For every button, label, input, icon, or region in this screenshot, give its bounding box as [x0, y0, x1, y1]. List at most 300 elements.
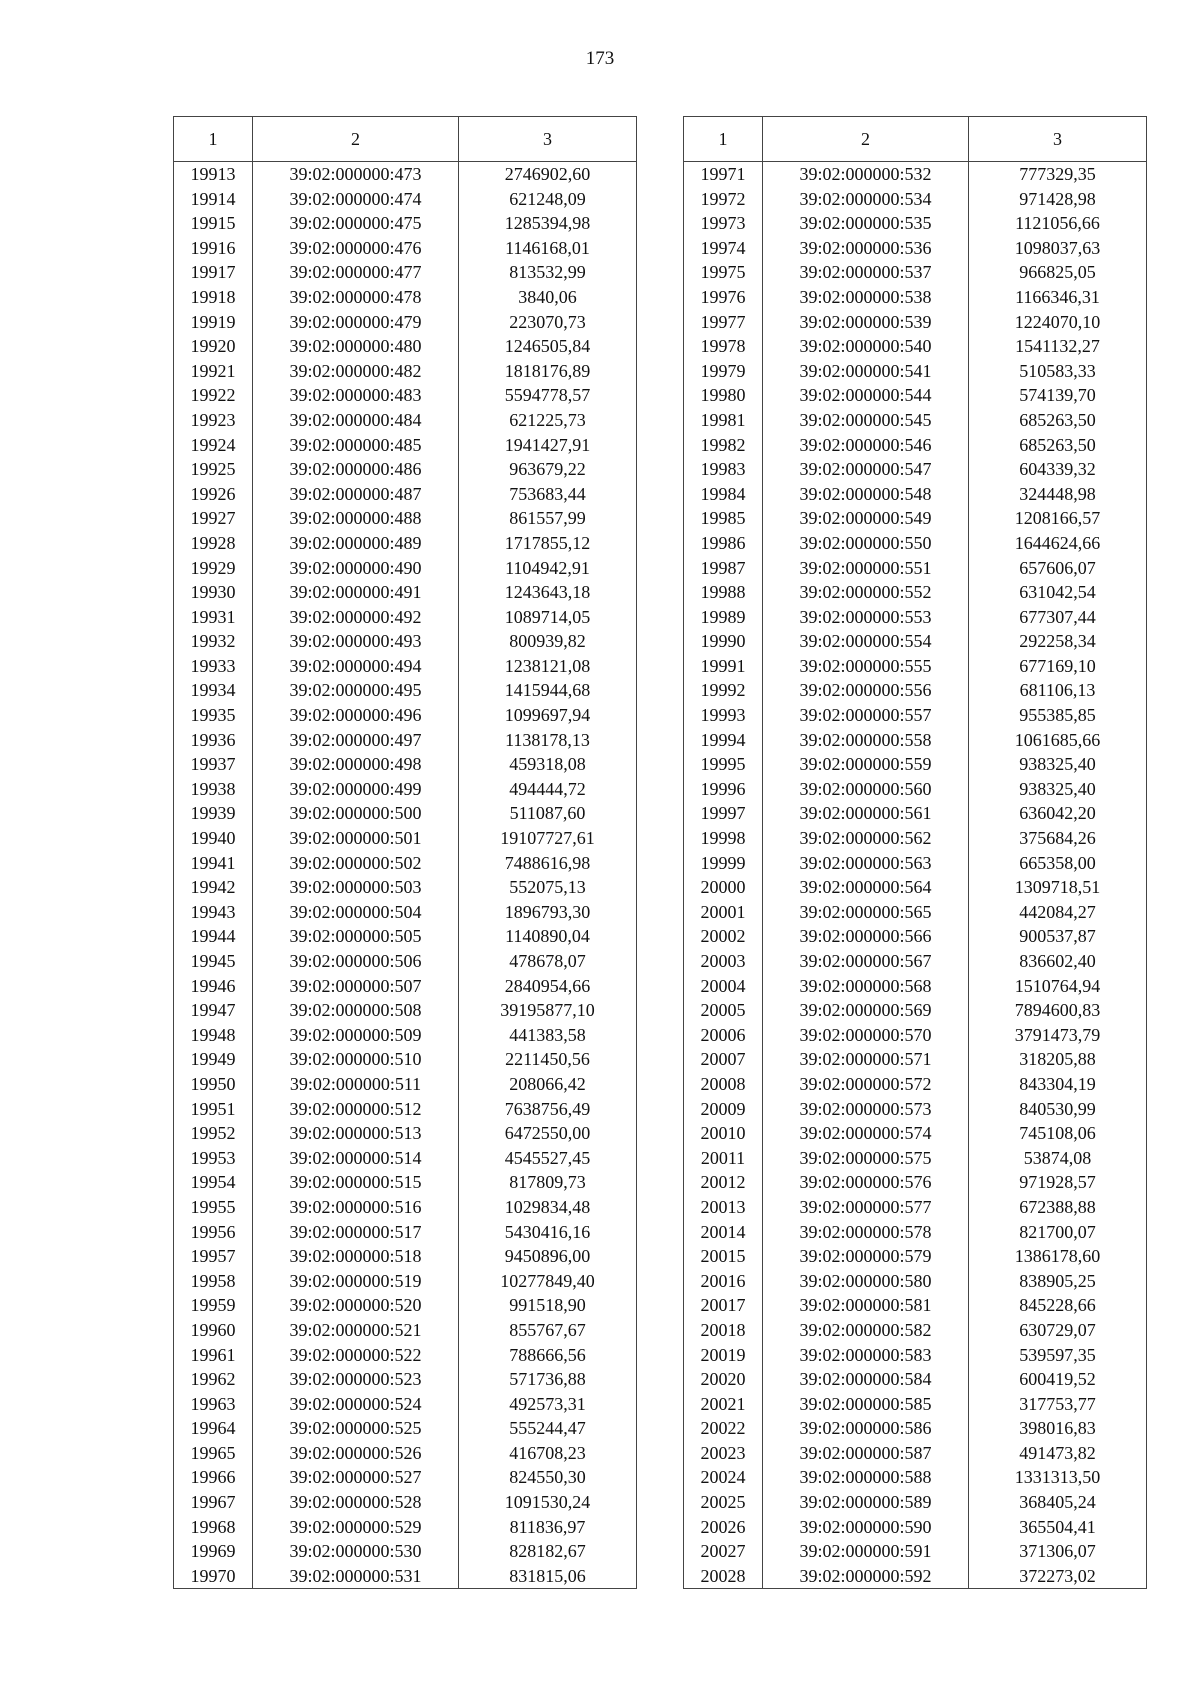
row-number-cell: 20009 [684, 1097, 763, 1122]
cadastral-number-cell: 39:02:000000:479 [253, 310, 459, 335]
cadastral-number-cell: 39:02:000000:566 [763, 924, 969, 949]
row-number-cell: 20016 [684, 1269, 763, 1294]
cadastral-number-cell: 39:02:000000:587 [763, 1441, 969, 1466]
row-number-cell: 19951 [174, 1097, 253, 1122]
table-row [684, 900, 1147, 925]
table-row [174, 1293, 637, 1318]
value-cell: 800939,82 [459, 629, 637, 654]
value-cell: 1104942,91 [459, 556, 637, 581]
row-number-cell: 20003 [684, 949, 763, 974]
row-number-cell: 19970 [174, 1564, 253, 1589]
value-cell: 1243643,18 [459, 580, 637, 605]
row-number-cell: 20023 [684, 1441, 763, 1466]
row-number-cell: 19954 [174, 1170, 253, 1195]
row-number-cell: 20015 [684, 1244, 763, 1269]
value-cell: 292258,34 [969, 629, 1147, 654]
value-cell: 840530,99 [969, 1097, 1147, 1122]
cadastral-number-cell: 39:02:000000:525 [253, 1416, 459, 1441]
table-row [684, 752, 1147, 777]
value-cell: 971428,98 [969, 187, 1147, 212]
table-row [684, 285, 1147, 310]
cadastral-number-cell: 39:02:000000:537 [763, 260, 969, 285]
value-cell: 777329,35 [969, 162, 1147, 187]
table-row [174, 310, 637, 335]
row-number-cell: 19916 [174, 236, 253, 261]
value-cell: 4545527,45 [459, 1146, 637, 1171]
value-cell: 511087,60 [459, 801, 637, 826]
value-cell: 1246505,84 [459, 334, 637, 359]
page-number: 173 [585, 48, 615, 69]
table-row [174, 826, 637, 851]
row-number-cell: 19918 [174, 285, 253, 310]
row-number-cell: 20008 [684, 1072, 763, 1097]
value-cell: 817809,73 [459, 1170, 637, 1195]
value-cell: 745108,06 [969, 1121, 1147, 1146]
cadastral-number-cell: 39:02:000000:556 [763, 678, 969, 703]
row-number-cell: 19995 [684, 752, 763, 777]
row-number-cell: 19946 [174, 974, 253, 999]
cadastral-number-cell: 39:02:000000:518 [253, 1244, 459, 1269]
value-cell: 1309718,51 [969, 875, 1147, 900]
cadastral-number-cell: 39:02:000000:475 [253, 211, 459, 236]
cadastral-number-cell: 39:02:000000:565 [763, 900, 969, 925]
value-cell: 1099697,94 [459, 703, 637, 728]
value-cell: 494444,72 [459, 777, 637, 802]
row-number-cell: 20004 [684, 974, 763, 999]
value-cell: 223070,73 [459, 310, 637, 335]
cadastral-number-cell: 39:02:000000:572 [763, 1072, 969, 1097]
value-cell: 685263,50 [969, 408, 1147, 433]
table-row [684, 851, 1147, 876]
cadastral-number-cell: 39:02:000000:548 [763, 482, 969, 507]
row-number-cell: 19972 [684, 187, 763, 212]
value-cell: 555244,47 [459, 1416, 637, 1441]
value-cell: 1238121,08 [459, 654, 637, 679]
cadastral-number-cell: 39:02:000000:560 [763, 777, 969, 802]
cadastral-number-cell: 39:02:000000:478 [253, 285, 459, 310]
value-cell: 324448,98 [969, 482, 1147, 507]
row-number-cell: 19927 [174, 506, 253, 531]
value-cell: 828182,67 [459, 1539, 637, 1564]
column-header-1: 1 [174, 117, 253, 162]
value-cell: 478678,07 [459, 949, 637, 974]
value-cell: 966825,05 [969, 260, 1147, 285]
cadastral-number-cell: 39:02:000000:574 [763, 1121, 969, 1146]
row-number-cell: 19998 [684, 826, 763, 851]
row-number-cell: 19933 [174, 654, 253, 679]
value-cell: 574139,70 [969, 383, 1147, 408]
value-cell: 631042,54 [969, 580, 1147, 605]
value-cell: 539597,35 [969, 1343, 1147, 1368]
value-cell: 1941427,91 [459, 433, 637, 458]
cadastral-number-cell: 39:02:000000:544 [763, 383, 969, 408]
value-cell: 1146168,01 [459, 236, 637, 261]
row-number-cell: 20026 [684, 1515, 763, 1540]
cadastral-number-cell: 39:02:000000:492 [253, 605, 459, 630]
cadastral-number-cell: 39:02:000000:513 [253, 1121, 459, 1146]
row-number-cell: 20005 [684, 998, 763, 1023]
table-row [174, 457, 637, 482]
table-row [684, 1195, 1147, 1220]
value-cell: 1138178,13 [459, 728, 637, 753]
row-number-cell: 19985 [684, 506, 763, 531]
cadastral-number-cell: 39:02:000000:586 [763, 1416, 969, 1441]
value-cell: 1717855,12 [459, 531, 637, 556]
table-row [174, 1023, 637, 1048]
row-number-cell: 19922 [174, 383, 253, 408]
table-row [684, 506, 1147, 531]
cadastral-number-cell: 39:02:000000:484 [253, 408, 459, 433]
row-number-cell: 20014 [684, 1220, 763, 1245]
table-row [684, 433, 1147, 458]
row-number-cell: 20020 [684, 1367, 763, 1392]
column-header-3: 3 [459, 117, 637, 162]
cadastral-number-cell: 39:02:000000:536 [763, 236, 969, 261]
table-row [684, 924, 1147, 949]
cadastral-number-cell: 39:02:000000:558 [763, 728, 969, 753]
row-number-cell: 20011 [684, 1146, 763, 1171]
table-row [174, 1244, 637, 1269]
row-number-cell: 19979 [684, 359, 763, 384]
table-row [174, 211, 637, 236]
table-row [684, 1465, 1147, 1490]
table-row [684, 1220, 1147, 1245]
cadastral-number-cell: 39:02:000000:552 [763, 580, 969, 605]
table-row [684, 654, 1147, 679]
cadastral-number-cell: 39:02:000000:501 [253, 826, 459, 851]
cadastral-number-cell: 39:02:000000:517 [253, 1220, 459, 1245]
table-row [174, 678, 637, 703]
table-row [684, 260, 1147, 285]
table-row [174, 285, 637, 310]
value-cell: 1541132,27 [969, 334, 1147, 359]
value-cell: 621248,09 [459, 187, 637, 212]
value-cell: 1098037,63 [969, 236, 1147, 261]
row-number-cell: 20012 [684, 1170, 763, 1195]
value-cell: 1166346,31 [969, 285, 1147, 310]
cadastral-number-cell: 39:02:000000:519 [253, 1269, 459, 1294]
cadastral-number-cell: 39:02:000000:507 [253, 974, 459, 999]
header-row [684, 117, 1147, 162]
value-cell: 510583,33 [969, 359, 1147, 384]
row-number-cell: 20019 [684, 1343, 763, 1368]
cadastral-number-cell: 39:02:000000:557 [763, 703, 969, 728]
cadastral-number-cell: 39:02:000000:554 [763, 629, 969, 654]
value-cell: 665358,00 [969, 851, 1147, 876]
table-row [174, 334, 637, 359]
value-cell: 371306,07 [969, 1539, 1147, 1564]
table-row [684, 1146, 1147, 1171]
row-number-cell: 19920 [174, 334, 253, 359]
left-table-body [174, 162, 637, 1589]
table-row [174, 408, 637, 433]
table-row [684, 334, 1147, 359]
row-number-cell: 19981 [684, 408, 763, 433]
cadastral-number-cell: 39:02:000000:585 [763, 1392, 969, 1417]
value-cell: 636042,20 [969, 801, 1147, 826]
value-cell: 1121056,66 [969, 211, 1147, 236]
cadastral-number-cell: 39:02:000000:580 [763, 1269, 969, 1294]
cadastral-number-cell: 39:02:000000:550 [763, 531, 969, 556]
row-number-cell: 19959 [174, 1293, 253, 1318]
row-number-cell: 19957 [174, 1244, 253, 1269]
table-row [684, 580, 1147, 605]
table-row [174, 752, 637, 777]
cadastral-number-cell: 39:02:000000:499 [253, 777, 459, 802]
value-cell: 1415944,68 [459, 678, 637, 703]
value-cell: 53874,08 [969, 1146, 1147, 1171]
cadastral-number-cell: 39:02:000000:491 [253, 580, 459, 605]
row-number-cell: 19950 [174, 1072, 253, 1097]
header-row [174, 117, 637, 162]
row-number-cell: 19948 [174, 1023, 253, 1048]
cadastral-number-cell: 39:02:000000:581 [763, 1293, 969, 1318]
value-cell: 630729,07 [969, 1318, 1147, 1343]
cadastral-number-cell: 39:02:000000:546 [763, 433, 969, 458]
value-cell: 492573,31 [459, 1392, 637, 1417]
table-row [174, 556, 637, 581]
row-number-cell: 19919 [174, 310, 253, 335]
cadastral-number-cell: 39:02:000000:476 [253, 236, 459, 261]
table-row [684, 1564, 1147, 1589]
table-row [684, 1023, 1147, 1048]
cadastral-number-cell: 39:02:000000:553 [763, 605, 969, 630]
cadastral-number-cell: 39:02:000000:567 [763, 949, 969, 974]
cadastral-number-cell: 39:02:000000:486 [253, 457, 459, 482]
row-number-cell: 19966 [174, 1465, 253, 1490]
table-row [174, 236, 637, 261]
row-number-cell: 19935 [174, 703, 253, 728]
table-row [174, 1539, 637, 1564]
row-number-cell: 19936 [174, 728, 253, 753]
value-cell: 1896793,30 [459, 900, 637, 925]
value-cell: 838905,25 [969, 1269, 1147, 1294]
table-row [684, 728, 1147, 753]
row-number-cell: 20001 [684, 900, 763, 925]
row-number-cell: 20007 [684, 1047, 763, 1072]
row-number-cell: 19997 [684, 801, 763, 826]
value-cell: 1029834,48 [459, 1195, 637, 1220]
row-number-cell: 20017 [684, 1293, 763, 1318]
table-row [174, 728, 637, 753]
cadastral-number-cell: 39:02:000000:498 [253, 752, 459, 777]
table-row [684, 1097, 1147, 1122]
cadastral-number-cell: 39:02:000000:559 [763, 752, 969, 777]
table-row [684, 875, 1147, 900]
cadastral-number-cell: 39:02:000000:477 [253, 260, 459, 285]
table-row [174, 531, 637, 556]
table-row [684, 703, 1147, 728]
row-number-cell: 19949 [174, 1047, 253, 1072]
value-cell: 365504,41 [969, 1515, 1147, 1540]
table-row [684, 1244, 1147, 1269]
row-number-cell: 19990 [684, 629, 763, 654]
value-cell: 1644624,66 [969, 531, 1147, 556]
value-cell: 753683,44 [459, 482, 637, 507]
row-number-cell: 19977 [684, 310, 763, 335]
value-cell: 836602,40 [969, 949, 1147, 974]
table-row [684, 1490, 1147, 1515]
value-cell: 1089714,05 [459, 605, 637, 630]
row-number-cell: 19991 [684, 654, 763, 679]
table-row [174, 506, 637, 531]
row-number-cell: 19938 [174, 777, 253, 802]
left-table [173, 116, 637, 1589]
table-row [684, 974, 1147, 999]
table-row [174, 703, 637, 728]
table-row [174, 1343, 637, 1368]
value-cell: 372273,02 [969, 1564, 1147, 1589]
table-row [174, 1146, 637, 1171]
row-number-cell: 19975 [684, 260, 763, 285]
table-row [684, 211, 1147, 236]
cadastral-number-cell: 39:02:000000:487 [253, 482, 459, 507]
column-header-2: 2 [763, 117, 969, 162]
value-cell: 3791473,79 [969, 1023, 1147, 1048]
cadastral-number-cell: 39:02:000000:578 [763, 1220, 969, 1245]
value-cell: 459318,08 [459, 752, 637, 777]
table-row [174, 1220, 637, 1245]
table-row [174, 187, 637, 212]
value-cell: 1140890,04 [459, 924, 637, 949]
row-number-cell: 20006 [684, 1023, 763, 1048]
value-cell: 2746902,60 [459, 162, 637, 187]
cadastral-number-cell: 39:02:000000:569 [763, 998, 969, 1023]
table-row [174, 1047, 637, 1072]
table-row [684, 629, 1147, 654]
cadastral-number-cell: 39:02:000000:504 [253, 900, 459, 925]
cadastral-number-cell: 39:02:000000:573 [763, 1097, 969, 1122]
row-number-cell: 19929 [174, 556, 253, 581]
column-header-1: 1 [684, 117, 763, 162]
row-number-cell: 20022 [684, 1416, 763, 1441]
row-number-cell: 20021 [684, 1392, 763, 1417]
value-cell: 1510764,94 [969, 974, 1147, 999]
table-row [174, 1367, 637, 1392]
table-row [684, 1047, 1147, 1072]
table-row [684, 531, 1147, 556]
row-number-cell: 19914 [174, 187, 253, 212]
cadastral-number-cell: 39:02:000000:528 [253, 1490, 459, 1515]
table-row [684, 1441, 1147, 1466]
cadastral-number-cell: 39:02:000000:592 [763, 1564, 969, 1589]
cadastral-number-cell: 39:02:000000:541 [763, 359, 969, 384]
cadastral-number-cell: 39:02:000000:511 [253, 1072, 459, 1097]
cadastral-number-cell: 39:02:000000:534 [763, 187, 969, 212]
cadastral-number-cell: 39:02:000000:584 [763, 1367, 969, 1392]
row-number-cell: 19973 [684, 211, 763, 236]
table-row [684, 556, 1147, 581]
value-cell: 681106,13 [969, 678, 1147, 703]
row-number-cell: 20024 [684, 1465, 763, 1490]
row-number-cell: 20013 [684, 1195, 763, 1220]
cadastral-number-cell: 39:02:000000:532 [763, 162, 969, 187]
cadastral-number-cell: 39:02:000000:509 [253, 1023, 459, 1048]
table-row [684, 1121, 1147, 1146]
value-cell: 368405,24 [969, 1490, 1147, 1515]
value-cell: 7488616,98 [459, 851, 637, 876]
value-cell: 1208166,57 [969, 506, 1147, 531]
table-row [174, 629, 637, 654]
value-cell: 6472550,00 [459, 1121, 637, 1146]
table-row [684, 457, 1147, 482]
row-number-cell: 19962 [174, 1367, 253, 1392]
cadastral-number-cell: 39:02:000000:521 [253, 1318, 459, 1343]
value-cell: 685263,50 [969, 433, 1147, 458]
row-number-cell: 19967 [174, 1490, 253, 1515]
row-number-cell: 19986 [684, 531, 763, 556]
row-number-cell: 20027 [684, 1539, 763, 1564]
value-cell: 861557,99 [459, 506, 637, 531]
row-number-cell: 19982 [684, 433, 763, 458]
table-row [174, 1195, 637, 1220]
table-row [684, 1515, 1147, 1540]
row-number-cell: 19980 [684, 383, 763, 408]
cadastral-number-cell: 39:02:000000:522 [253, 1343, 459, 1368]
value-cell: 963679,22 [459, 457, 637, 482]
value-cell: 811836,97 [459, 1515, 637, 1540]
table-row [174, 924, 637, 949]
cadastral-number-cell: 39:02:000000:473 [253, 162, 459, 187]
value-cell: 5430416,16 [459, 1220, 637, 1245]
cadastral-number-cell: 39:02:000000:575 [763, 1146, 969, 1171]
value-cell: 813532,99 [459, 260, 637, 285]
value-cell: 7894600,83 [969, 998, 1147, 1023]
cadastral-number-cell: 39:02:000000:488 [253, 506, 459, 531]
cadastral-number-cell: 39:02:000000:549 [763, 506, 969, 531]
row-number-cell: 19939 [174, 801, 253, 826]
cadastral-number-cell: 39:02:000000:590 [763, 1515, 969, 1540]
table-row [174, 260, 637, 285]
row-number-cell: 19993 [684, 703, 763, 728]
cadastral-number-cell: 39:02:000000:526 [253, 1441, 459, 1466]
row-number-cell: 19915 [174, 211, 253, 236]
row-number-cell: 19978 [684, 334, 763, 359]
row-number-cell: 19945 [174, 949, 253, 974]
table-row [684, 1416, 1147, 1441]
table-row [174, 605, 637, 630]
cadastral-number-cell: 39:02:000000:516 [253, 1195, 459, 1220]
row-number-cell: 20010 [684, 1121, 763, 1146]
value-cell: 39195877,10 [459, 998, 637, 1023]
value-cell: 900537,87 [969, 924, 1147, 949]
value-cell: 821700,07 [969, 1220, 1147, 1245]
row-number-cell: 20000 [684, 875, 763, 900]
table-row [174, 359, 637, 384]
value-cell: 845228,66 [969, 1293, 1147, 1318]
cadastral-number-cell: 39:02:000000:505 [253, 924, 459, 949]
table-row [684, 1539, 1147, 1564]
right-table-body [684, 162, 1147, 1589]
table-row [174, 1097, 637, 1122]
table-row [684, 605, 1147, 630]
table-row [684, 678, 1147, 703]
table-row [684, 1293, 1147, 1318]
table-row [684, 1343, 1147, 1368]
value-cell: 375684,26 [969, 826, 1147, 851]
row-number-cell: 19958 [174, 1269, 253, 1294]
row-number-cell: 19921 [174, 359, 253, 384]
value-cell: 552075,13 [459, 875, 637, 900]
cadastral-number-cell: 39:02:000000:577 [763, 1195, 969, 1220]
cadastral-number-cell: 39:02:000000:555 [763, 654, 969, 679]
cadastral-number-cell: 39:02:000000:529 [253, 1515, 459, 1540]
cadastral-number-cell: 39:02:000000:582 [763, 1318, 969, 1343]
cadastral-number-cell: 39:02:000000:545 [763, 408, 969, 433]
table-row [684, 801, 1147, 826]
cadastral-number-cell: 39:02:000000:524 [253, 1392, 459, 1417]
value-cell: 991518,90 [459, 1293, 637, 1318]
